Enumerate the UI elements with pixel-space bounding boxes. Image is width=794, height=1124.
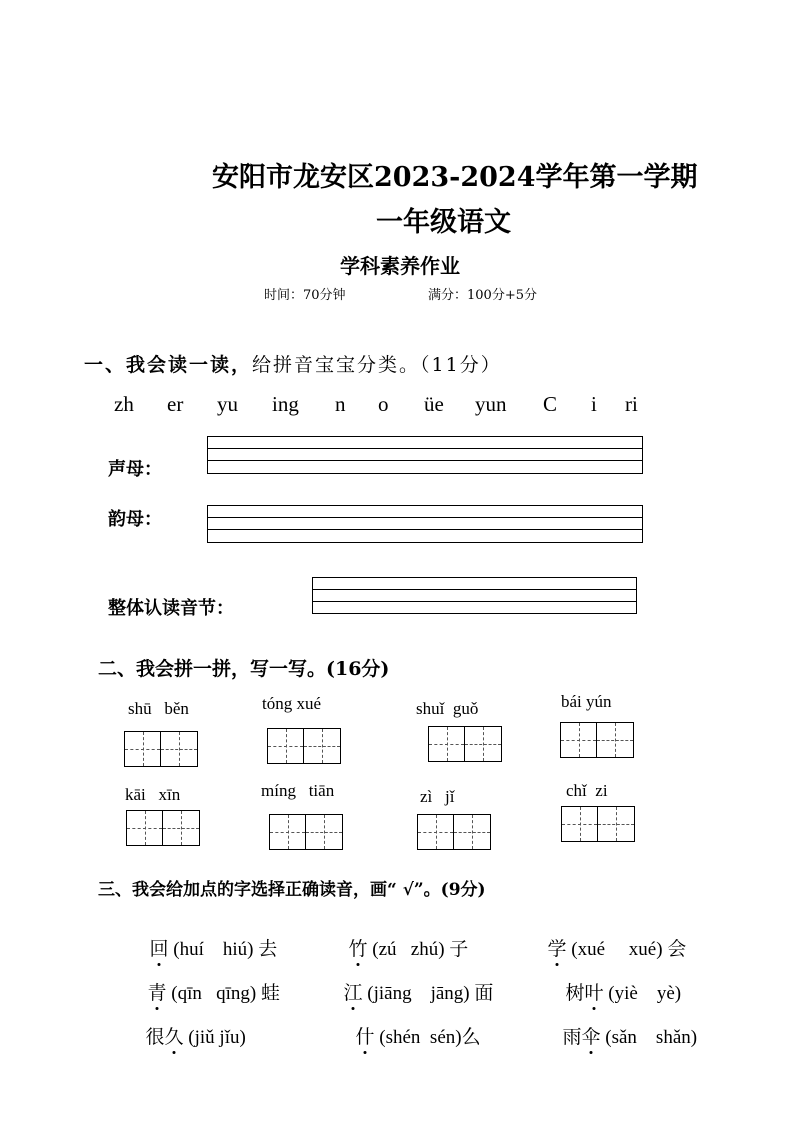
- writing-grid[interactable]: [428, 726, 502, 762]
- word-pinyin: míng tiān: [261, 781, 335, 800]
- word-pinyin: bái yún: [561, 692, 612, 711]
- time-info: 时间：70分钟: [264, 288, 346, 303]
- reading-question[interactable]: [136, 1000, 246, 1049]
- pinyin-item: i: [591, 392, 597, 416]
- reading-question[interactable]: [553, 1000, 697, 1049]
- dotted-char: 叶: [585, 978, 604, 1005]
- plain-char: 雨: [562, 1027, 582, 1048]
- word-pinyin: zì jǐ: [420, 787, 455, 806]
- dotted-char: 伞: [582, 1022, 601, 1049]
- writing-grid[interactable]: [269, 814, 343, 850]
- pinyin-item: yun: [475, 392, 507, 416]
- pinyin-item: ing: [272, 392, 299, 416]
- options: (xué xué) 会: [566, 939, 687, 960]
- dotted-char: 竹: [349, 934, 368, 961]
- writing-lines-yunmu[interactable]: [207, 505, 643, 543]
- label-zhengti: 整体认读音节：: [108, 598, 234, 619]
- label-shengmu: 声母：: [108, 459, 162, 480]
- score-info: 满分：100分+5分: [428, 288, 537, 303]
- reading-question[interactable]: [556, 956, 681, 1005]
- word-pinyin: shuǐ guǒ: [416, 699, 479, 718]
- dotted-char: 什: [356, 1022, 375, 1049]
- writing-grid[interactable]: [561, 806, 635, 842]
- dotted-char: 江: [344, 978, 363, 1005]
- dotted-char: 青: [148, 978, 167, 1005]
- writing-grid[interactable]: [267, 728, 341, 764]
- options: (yiè yè): [603, 983, 682, 1004]
- pinyin-item: ri: [625, 392, 638, 416]
- section2-heading: 二、我会拼一拼，写一写。(16分): [98, 658, 390, 680]
- plain-char: 树: [565, 983, 585, 1004]
- pinyin-item: zh: [114, 392, 134, 416]
- section1-heading: [84, 350, 502, 377]
- reading-question[interactable]: [346, 1000, 481, 1049]
- section1-heading-rest: 给拼音宝宝分类。（11分）: [252, 354, 502, 376]
- word-pinyin: chǐ zi: [566, 781, 608, 800]
- writing-grid[interactable]: [124, 731, 198, 767]
- options: (jiǔ jǐu): [183, 1027, 246, 1048]
- options: (sǎn shǎn): [600, 1027, 698, 1048]
- reading-question[interactable]: [538, 912, 686, 961]
- writing-grid[interactable]: [417, 814, 491, 850]
- title-line2: 一年级语文: [376, 207, 511, 238]
- pinyin-item: er: [167, 392, 184, 416]
- writing-grid[interactable]: [560, 722, 634, 758]
- writing-grid[interactable]: [126, 810, 200, 846]
- plain-char: 很: [145, 1027, 165, 1048]
- options: (shén sén)么: [374, 1027, 481, 1048]
- reading-question[interactable]: [138, 956, 280, 1005]
- section3-heading: 三、我会给加点的字选择正确读音，画“ √”。(9分): [98, 880, 486, 900]
- word-pinyin: tóng xué: [262, 694, 322, 713]
- reading-question[interactable]: [140, 912, 277, 961]
- pinyin-item: C: [543, 392, 558, 416]
- options: (jiāng jāng) 面: [362, 983, 494, 1004]
- reading-question[interactable]: [334, 956, 493, 1005]
- dotted-char: 回: [150, 934, 169, 961]
- writing-lines-zhengti[interactable]: [312, 577, 637, 614]
- writing-lines-shengmu[interactable]: [207, 436, 643, 474]
- dotted-char: 学: [548, 934, 567, 961]
- pinyin-item: üe: [424, 392, 444, 416]
- word-pinyin: kāi xīn: [125, 785, 181, 804]
- word-pinyin: shū běn: [128, 699, 189, 718]
- section1-heading-bold: 一、我会读一读，: [84, 354, 253, 376]
- options: (qīn qīng) 蛙: [166, 983, 280, 1004]
- title-line1: 安阳市龙安区2023-2024学年第一学期: [212, 162, 698, 193]
- subtitle: 学科素养作业: [340, 254, 460, 278]
- options: (zú zhú) 子: [367, 939, 469, 960]
- reading-question[interactable]: [339, 912, 468, 961]
- pinyin-item: o: [378, 392, 389, 416]
- options: (huí hiú) 去: [168, 939, 278, 960]
- pinyin-item: yu: [217, 392, 238, 416]
- pinyin-item: n: [335, 392, 346, 416]
- label-yunmu: 韵母：: [108, 509, 162, 530]
- dotted-char: 久: [165, 1022, 184, 1049]
